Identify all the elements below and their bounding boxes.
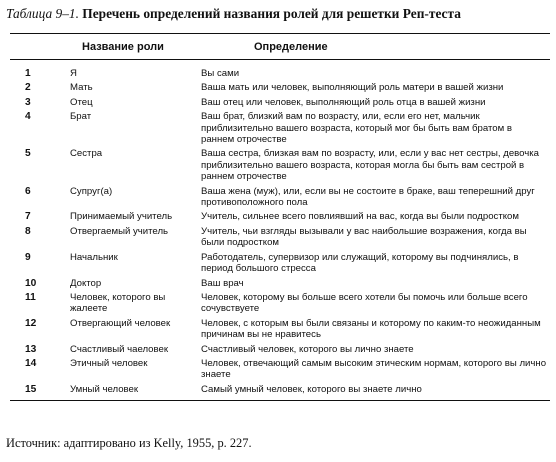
role-name: Супруг(а) bbox=[70, 185, 113, 197]
role-name: Брат bbox=[70, 111, 92, 123]
role-name: Отец bbox=[70, 96, 93, 108]
table-header-row bbox=[10, 34, 550, 60]
role-definition: Учитель, чьи взгляды вызывали у вас наибольшие возражения, когда вы были подростком bbox=[201, 225, 527, 249]
table-row bbox=[10, 81, 550, 95]
role-definition: Ваш брат, близкий вам по возрасту, или, если его нет, мальчик приблизительно вашего возраста, который мог бы быть вам братом в раннем отрочестве bbox=[201, 111, 512, 146]
role-name: Я bbox=[70, 68, 77, 79]
table-caption-title: Перечень определений названия ролей для решетки Реп-теста bbox=[82, 6, 461, 21]
table-row bbox=[10, 277, 550, 291]
table-row bbox=[10, 210, 550, 224]
header-definition: Определение bbox=[196, 34, 550, 60]
table-row bbox=[10, 317, 550, 343]
row-number: 12 bbox=[25, 317, 37, 329]
table-row bbox=[10, 96, 550, 110]
role-name: Отвергаемый учитель bbox=[70, 225, 169, 237]
role-definition: Ваш отец или человек, выполняющий роль отца в вашей жизни bbox=[201, 96, 486, 108]
role-definition: Вы сами bbox=[201, 68, 240, 79]
table-row bbox=[10, 343, 550, 357]
table-body bbox=[10, 60, 550, 401]
role-definition: Самый умный человек, которого вы знаете лично bbox=[196, 383, 550, 401]
table-row bbox=[10, 383, 550, 401]
role-name: Счастливый чаеловек bbox=[70, 343, 169, 355]
row-number: 13 bbox=[25, 343, 37, 355]
table-row bbox=[10, 185, 550, 211]
row-number: 11 bbox=[25, 291, 36, 303]
role-definition: Человек, отвечающий самым высоким этическим нормам, которого вы лично знаете bbox=[201, 357, 547, 381]
role-definition: Ваш врач bbox=[201, 277, 244, 289]
role-definition: Ваша мать или человек, выполняющий роль матери в вашей жизни bbox=[201, 82, 504, 94]
row-number: 15 bbox=[10, 383, 58, 401]
role-definition: Человек, которому вы больше всего хотели бы помочь или больше всего сочувствуете bbox=[201, 291, 528, 315]
role-name: Человек, которого вы жалеете bbox=[70, 291, 166, 315]
table-row bbox=[10, 225, 550, 251]
role-definitions-table-container bbox=[10, 33, 550, 401]
role-definition: Ваша жена (муж), или, если вы не состоите в браке, ваш теперешний друг противоположного пола bbox=[201, 185, 535, 209]
role-name: Сестра bbox=[70, 148, 103, 160]
row-number: 3 bbox=[25, 96, 31, 108]
row-number: 4 bbox=[25, 111, 31, 123]
header-role-name: Название роли bbox=[58, 34, 196, 60]
row-number: 6 bbox=[25, 185, 31, 197]
role-name: Мать bbox=[70, 82, 93, 94]
table-row bbox=[10, 291, 550, 317]
header-number bbox=[10, 34, 58, 60]
table-header bbox=[10, 34, 550, 60]
role-name: Отвергающий человек bbox=[70, 317, 171, 329]
table-row bbox=[10, 110, 550, 147]
role-definition: Работодатель, супервизор или служащий, которому вы подчинялись, в период большого стресса bbox=[201, 251, 519, 275]
table-row bbox=[10, 147, 550, 184]
table-caption-label: Таблица 9–1. bbox=[6, 6, 79, 21]
table-row bbox=[10, 251, 550, 277]
role-name: Этичный человек bbox=[70, 357, 148, 369]
row-number: 8 bbox=[25, 225, 31, 237]
role-definition: Счастливый человек, которого вы лично знаете bbox=[201, 343, 414, 355]
role-name: Умный человек bbox=[58, 383, 196, 401]
role-definition: Ваша сестра, близкая вам по возрасту, или, если у вас нет сестры, девочка приблизительно вашего возраста, которая могла бы быть вам сестрой в раннем отрочестве bbox=[201, 148, 540, 183]
role-definition: Человек, с которым вы были связаны и которому по каким-то неожиданным причинам вы не нравитесь bbox=[201, 317, 541, 341]
role-name: Начальник bbox=[70, 251, 118, 263]
row-number: 1 bbox=[25, 68, 31, 79]
row-number: 10 bbox=[25, 277, 37, 289]
source-note: Источник: адаптировано из Kelly, 1955, p. 227. bbox=[6, 436, 252, 450]
row-number: 14 bbox=[25, 357, 37, 369]
table-row bbox=[10, 357, 550, 383]
table-row bbox=[10, 60, 550, 82]
role-name: Принимаемый учитель bbox=[70, 211, 173, 223]
row-number: 9 bbox=[25, 251, 31, 263]
row-number: 7 bbox=[25, 211, 31, 223]
table-caption bbox=[6, 6, 552, 22]
role-definitions-table bbox=[10, 33, 550, 401]
role-definition: Учитель, сильнее всего повлиявший на вас, когда вы были подростком bbox=[201, 211, 519, 223]
row-number: 5 bbox=[25, 148, 31, 160]
role-name: Доктор bbox=[70, 277, 102, 289]
row-number: 2 bbox=[25, 82, 31, 94]
